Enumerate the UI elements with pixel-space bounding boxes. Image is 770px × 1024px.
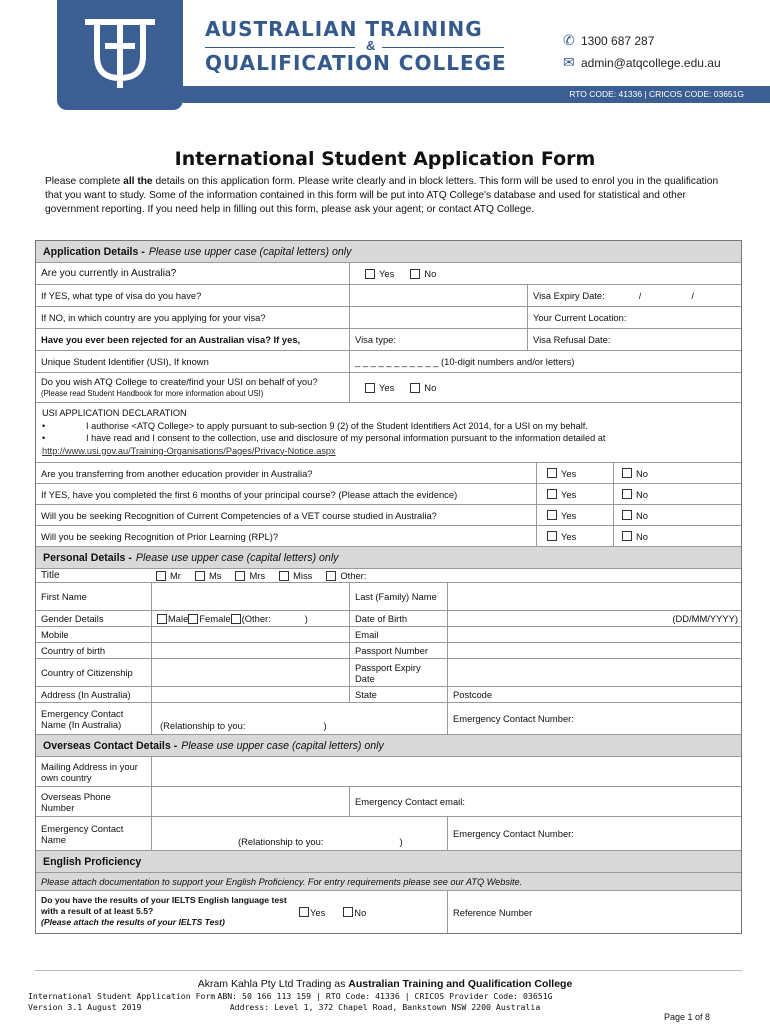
row-visa-type: If YES, what type of visa do you have? Visa Expiry Date: / /: [36, 285, 741, 307]
postcode-field[interactable]: Postcode: [447, 687, 743, 702]
row-birth-country: Country of birth Passport Number: [36, 643, 741, 659]
row-gender: Gender Details Male Female (Other: ) Date of Birth (DD/MM/YYYY): [36, 611, 741, 627]
row-six-months: If YES, have you completed the first 6 months of your principal course? (Please attach the evidence) Yes No: [36, 484, 741, 505]
privacy-notice-link[interactable]: http://www.usi.gov.au/Training-Organisations/Pages/Privacy-Notice.aspx: [42, 445, 336, 456]
overseas-phone-input[interactable]: [151, 787, 349, 816]
visa-expiry-field[interactable]: Visa Expiry Date: / /: [527, 285, 743, 306]
page-title: International Student Application Form: [174, 148, 596, 170]
row-ielts: Do you have the results of your IELTS English language test with a result of at least 5.5? (Please attach the results of your IELTS Test) Yes No Reference Number: [36, 891, 741, 933]
ielts-no-checkbox[interactable]: [343, 907, 353, 917]
visa-type-input[interactable]: [349, 285, 527, 306]
row-usi-create: Do you wish ATQ College to create/find your USI on behalf of you? (Please read Student Handbook for more information about USI) Yes No: [36, 373, 741, 403]
section-application-header: Application Details - Please use upper case (capital letters) only: [36, 241, 741, 263]
envelope-icon: ✉: [563, 54, 575, 70]
rpl-no-checkbox[interactable]: [622, 531, 632, 541]
row-emergency-au: Emergency Contact Name (In Australia) (Relationship to you: ) Emergency Contact Number:: [36, 703, 741, 735]
rejected-visa-type-field[interactable]: Visa type:: [349, 329, 527, 350]
six-months-yes-checkbox[interactable]: [547, 489, 557, 499]
code-bar: RTO CODE: 41336 | CRICOS CODE: 03651G: [183, 86, 770, 103]
brand-line-2: QUALIFICATION COLLEGE: [205, 51, 507, 75]
ielts-yes-checkbox[interactable]: [299, 907, 309, 917]
usi-input[interactable]: _ _ _ _ _ _ _ _ _ _ _ (10-digit numbers and/or letters): [349, 351, 743, 372]
row-mobile: Mobile Email: [36, 627, 741, 643]
row-country-applying: If NO, in which country are you applying for your visa? Your Current Location:: [36, 307, 741, 329]
dob-input[interactable]: (DD/MM/YYYY): [447, 611, 743, 626]
gender-male-checkbox[interactable]: [157, 614, 167, 624]
passport-number-input[interactable]: [447, 643, 743, 658]
row-title: Title Mr Ms Mrs Miss Other:: [36, 569, 741, 583]
transfer-no-checkbox[interactable]: [622, 468, 632, 478]
title-mrs-checkbox[interactable]: [235, 571, 245, 581]
country-birth-input[interactable]: [151, 643, 349, 658]
application-form: [35, 240, 742, 934]
row-in-australia: Are you currently in Australia? Yes No: [36, 263, 741, 285]
footer-document-info: International Student Application Form Version 3.1 August 2019: [28, 991, 216, 1012]
rpl-yes-checkbox[interactable]: [547, 531, 557, 541]
in-australia-yes-checkbox[interactable]: [365, 269, 375, 279]
section-english-header: English Proficiency: [36, 851, 741, 873]
visa-refusal-date-field[interactable]: Visa Refusal Date:: [527, 329, 743, 350]
overseas-emergency-number-field[interactable]: Emergency Contact Number:: [447, 817, 743, 850]
page-number: Page 1 of 8: [663, 1012, 710, 1022]
row-visa-rejected: Have you ever been rejected for an Australian visa? If yes, Visa type: Visa Refusal Date:: [36, 329, 741, 351]
row-overseas-phone: Overseas Phone Number Emergency Contact email:: [36, 787, 741, 817]
rcc-no-checkbox[interactable]: [622, 510, 632, 520]
phone-icon: ✆: [563, 32, 575, 48]
emergency-name-input[interactable]: (Relationship to you: ): [151, 703, 447, 734]
emergency-number-field[interactable]: Emergency Contact Number:: [447, 703, 743, 734]
footer-company: Akram Kahla Pty Ltd Trading as Australian Training and Qualification College: [197, 978, 573, 990]
row-rpl: Will you be seeking Recognition of Prior Learning (RPL)? Yes No: [36, 526, 741, 547]
row-mailing: Mailing Address in your own country: [36, 757, 741, 787]
title-other-checkbox[interactable]: [326, 571, 336, 581]
row-usi: Unique Student Identifier (USI), If known _ _ _ _ _ _ _ _ _ _ _ (10-digit numbers and/or letters): [36, 351, 741, 373]
passport-expiry-input[interactable]: [447, 659, 743, 686]
brand-line-1: AUSTRALIAN TRAINING: [205, 17, 483, 41]
brand-rule-right: [382, 47, 504, 48]
reference-number-field[interactable]: Reference Number: [447, 891, 743, 933]
college-logo: [57, 0, 183, 110]
english-note-row: Please attach documentation to support your English Proficiency. For entry requirements please see our ATQ Website.: [36, 873, 741, 891]
gender-female-checkbox[interactable]: [188, 614, 198, 624]
mailing-address-input[interactable]: [151, 757, 743, 786]
section-personal-header: Personal Details - Please use upper case (capital letters) only: [36, 547, 741, 569]
emergency-email-field[interactable]: Emergency Contact email:: [349, 787, 743, 816]
row-name: First Name Last (Family) Name: [36, 583, 741, 611]
rcc-yes-checkbox[interactable]: [547, 510, 557, 520]
transfer-yes-checkbox[interactable]: [547, 468, 557, 478]
first-name-input[interactable]: [151, 583, 349, 610]
intro-paragraph: Please complete all the details on this application form. Please write clearly and in block letters. This form will be used to enrol you in the qualification that you want to study. Some of the information contained in this form will be put into ATQ College's database and used for statistical and other government reporting. If you need help in filling out this form, please ask your agent; or contact ATQ College.: [45, 176, 719, 215]
last-name-input[interactable]: [447, 583, 743, 610]
logo-emblem-icon: [77, 16, 163, 94]
current-location-field[interactable]: Your Current Location:: [527, 307, 743, 328]
section-overseas-header: Overseas Contact Details - Please use upper case (capital letters) only: [36, 735, 741, 757]
usi-create-yes-checkbox[interactable]: [365, 383, 375, 393]
overseas-emergency-name-input[interactable]: (Relationship to you: ): [151, 817, 447, 850]
email-input[interactable]: [447, 627, 743, 642]
state-field[interactable]: State: [349, 687, 447, 702]
citizenship-input[interactable]: [151, 659, 349, 686]
in-australia-no-checkbox[interactable]: [410, 269, 420, 279]
row-citizenship: Country of Citizenship Passport Expiry Date: [36, 659, 741, 687]
header-phone: ✆ 1300 687 287: [563, 32, 655, 48]
usi-create-no-checkbox[interactable]: [410, 383, 420, 393]
row-rcc: Will you be seeking Recognition of Current Competencies of a VET course studied in Australia? Yes No: [36, 505, 741, 526]
footer-registration: ABN: 50 166 113 159 | RTO Code: 41336 | CRICOS Provider Code: 03651G Address: Level 1, 372 Chapel Road, Bankstown NSW 2200 Australia: [217, 991, 553, 1012]
row-address: Address (In Australia) State Postcode: [36, 687, 741, 703]
row-transfer: Are you transferring from another education provider in Australia? Yes No: [36, 463, 741, 484]
brand-rule-left: [205, 47, 355, 48]
title-mr-checkbox[interactable]: [156, 571, 166, 581]
six-months-no-checkbox[interactable]: [622, 489, 632, 499]
footer-divider: [35, 970, 742, 971]
brand-ampersand: &: [366, 38, 376, 53]
title-ms-checkbox[interactable]: [195, 571, 205, 581]
row-overseas-emergency: Emergency Contact Name (Relationship to you: ) Emergency Contact Number:: [36, 817, 741, 851]
title-miss-checkbox[interactable]: [279, 571, 289, 581]
usi-declaration: USI APPLICATION DECLARATION • I authorise <ATQ College> to apply pursuant to sub-section 9 (2) of the Student Identifiers Act 2014, for a USI on my behalf. • I have read and I consent to the collection, use and disclosure of my personal information pursuant to the information detailed at http://www.usi.gov.au/Training-Organisations/Pages/Privacy-Notice.aspx: [36, 403, 741, 463]
address-input[interactable]: [151, 687, 349, 702]
header-email: ✉ admin@atqcollege.edu.au: [563, 54, 721, 70]
gender-other-checkbox[interactable]: [231, 614, 241, 624]
mobile-input[interactable]: [151, 627, 349, 642]
country-applying-input[interactable]: [349, 307, 527, 328]
